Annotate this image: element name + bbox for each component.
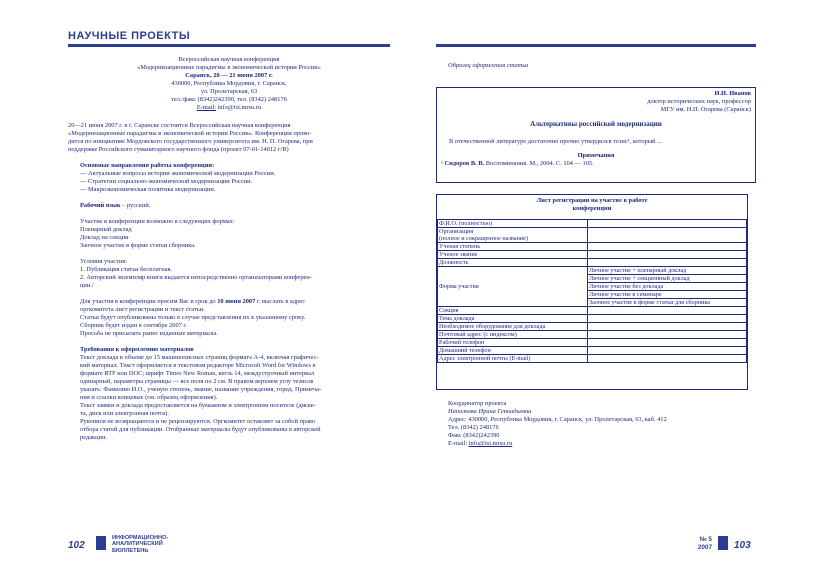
coordinator-address: Адрес: 430000, Республика Мордовия, г. Саранск, ул. Пролетарская, 63, каб. 412 <box>448 416 667 423</box>
footer-bar-right <box>718 536 728 550</box>
requirements-line: отбора статей для публикации. Отобранные материалы будут опубликованы в авторской <box>80 426 321 433</box>
reg-field-home-phone[interactable] <box>588 347 747 355</box>
conditions-item: 1. Публикация статьи бесплатная. <box>80 266 173 273</box>
directions-item: — Актуальные вопросы истории экономической модернизации России. <box>80 170 276 177</box>
reg-label-address: Почтовый адрес (с индексом) <box>438 331 588 339</box>
table-row <box>438 220 747 228</box>
table-row <box>438 259 747 267</box>
reg-field-work-phone[interactable] <box>588 339 747 347</box>
footer-issue-number: № 5 <box>699 536 712 543</box>
reg-label-equipment: Необходимое оборудование для доклада <box>438 323 588 331</box>
reg-label-section: Секция <box>438 307 588 315</box>
participation-item: Заочное участие в форме статьи сборника. <box>80 242 196 249</box>
footer-issue <box>690 536 712 552</box>
requirements-line: Рукописи не возвращаются и не рецензируются. Оргкомитет оставляет за собой право <box>80 418 316 425</box>
sample-body: В отечественной литературе достаточно прочно утвердился тезис¹, который ... <box>449 138 662 145</box>
intro-block <box>68 122 390 154</box>
language-line <box>68 202 390 210</box>
reg-label-position: Должность <box>438 259 588 267</box>
conference-line6: тел./факс (8342)242390, тел. (8342) 248176 <box>171 96 287 103</box>
table-row <box>438 339 747 347</box>
conditions-item: 2. Авторский экземпляр книги выдается непосредственно организаторами конферен- <box>80 274 312 281</box>
reg-option-3[interactable]: Личное участие без доклада <box>588 283 747 291</box>
footer-brand-line1: ИНФОРМАЦИОННО- <box>112 535 169 541</box>
header-rule-left <box>68 44 390 47</box>
reg-label-email: Адрес электронной почты (E-mail) <box>438 355 588 363</box>
participation-item: Доклад на секции <box>80 234 129 241</box>
reg-field-fio[interactable] <box>588 220 747 228</box>
deadline-line1 <box>80 298 390 306</box>
table-row <box>438 315 747 323</box>
directions-block <box>68 162 390 194</box>
table-row <box>438 323 747 331</box>
coordinator-email-link[interactable]: info@isi.mrsu.ru <box>468 440 513 447</box>
conference-block <box>68 56 390 112</box>
reg-label-rank: Ученое звание <box>438 251 588 259</box>
registration-table <box>437 219 747 363</box>
participation-item: Пленарный доклад <box>80 226 132 233</box>
table-row <box>438 355 747 363</box>
requirements-line: ния и ссылки концевые (см. образец оформления). <box>80 394 218 401</box>
sample-degree: доктор исторических наук, профессор <box>647 98 751 105</box>
intro-line: 20—21 июня 2007 г. в г. Саранске состоится Всероссийская научная конференция <box>68 122 291 129</box>
footer-brand-line2: АНАЛИТИЧЕСКИЙ <box>112 541 163 548</box>
table-row <box>438 331 747 339</box>
reg-field-degree[interactable] <box>588 243 747 251</box>
reg-option-1[interactable]: Личное участие + пленарный доклад <box>588 267 747 275</box>
reg-label-degree: Ученая степень <box>438 243 588 251</box>
coordinator-email-label: E-mail: <box>448 440 469 447</box>
conditions-item: ции./ <box>80 282 94 289</box>
table-row <box>438 307 747 315</box>
table-row <box>438 251 747 259</box>
requirements-line: та, диск или электронная почта). <box>80 410 169 417</box>
reg-field-rank[interactable] <box>588 251 747 259</box>
requirements-line: Текст заявки и доклада предоставляется на бумажном и электронном носителе (диске- <box>80 402 316 409</box>
table-row <box>438 267 747 275</box>
deadline-part2: г. выслать в адрес <box>255 298 306 305</box>
reg-field-org[interactable] <box>588 228 747 243</box>
conference-line2: «Модернизационные парадигмы в экономической истории России» <box>137 64 321 71</box>
deadline-part1: Для участия в конференции просим Вас в срок до <box>80 298 218 305</box>
left-page-number: 102 <box>68 540 85 551</box>
directions-title: Основные направления работы конференции: <box>80 162 215 169</box>
reg-option-5[interactable]: Заочное участие в форме статьи для сборника <box>588 299 747 307</box>
reg-label-org-sub: (полное и сокращенное название) <box>438 235 588 243</box>
conference-line4: 430000, Республика Мордовия, г. Саранск, <box>171 80 287 87</box>
reg-label-work-phone: Рабочий телефон <box>438 339 588 347</box>
header-rule-right <box>436 44 756 47</box>
right-page-number: 103 <box>734 540 751 551</box>
intro-line: «Модернизационные парадигмы в экономической истории России». Конференция прово- <box>68 130 312 137</box>
sample-author: И.И. Иванов <box>714 90 751 97</box>
coordinator-name: Напалкова Ирина Геннадьевна <box>448 408 532 415</box>
registration-title <box>437 195 747 219</box>
requirements-line: одинарный, параметры страницы — все поля по 2 см. В правом верхнем углу тезисов <box>80 378 314 385</box>
reg-field-section[interactable] <box>588 307 747 315</box>
reg-option-4[interactable]: Личное участие в семинаре <box>588 291 747 299</box>
requirements-line: редакции. <box>80 434 107 441</box>
requirements-line: Текст доклада в объеме до 15 машинописных страниц формата А-4, включая графичес- <box>80 354 319 361</box>
directions-item: — Макроэкономическая политика модернизации. <box>80 186 216 193</box>
reg-field-equipment[interactable] <box>588 323 747 331</box>
coordinator-tel: Тел. (8342) 248176 <box>448 424 499 431</box>
sample-note-num: ¹ <box>441 160 443 167</box>
reg-option-2[interactable]: Личное участие + секционный доклад <box>588 275 747 283</box>
reg-field-topic[interactable] <box>588 315 747 323</box>
registration-form <box>436 194 748 390</box>
requirements-line: кий материал. Текст оформляется в текстовом редакторе Microsoft Word for Windows в <box>80 362 316 369</box>
reg-field-email[interactable] <box>588 355 747 363</box>
registration-title-line1: Лист регистрации на участие в работе <box>536 197 648 204</box>
intro-line: дится по инициативе Мордовского государственного университета им. Н. П. Огарева, при <box>68 138 313 145</box>
reg-label-fio: Ф.И.О. (полностью) <box>438 220 588 228</box>
sample-title: Альтернативы российской модернизации <box>530 120 662 128</box>
table-row <box>438 243 747 251</box>
sample-org: МГУ им. Н.П. Огарева (Саранск) <box>660 106 751 113</box>
reg-field-position[interactable] <box>588 259 747 267</box>
conference-email-line <box>68 104 390 112</box>
requirements-line: указать: Фамилию И.О., ученую степень, звание, название учреждения, город. Примеча- <box>80 386 322 393</box>
registration-title-line2: конференции <box>572 205 612 212</box>
sample-note-rest: Воспоминания. М., 2004. С. 104 — 105. <box>484 160 594 167</box>
footer-brand <box>112 535 168 554</box>
footer-issue-year: 2007 <box>697 544 712 551</box>
coordinator-email-line <box>448 440 667 448</box>
reg-label-org: Организация <box>438 228 588 236</box>
deadline-line3: Статьи будут опубликованы только в случае представления их к указанному сроку. <box>80 314 306 321</box>
reg-label-form: Форма участия <box>438 267 588 307</box>
sample-notes-title: Примечания <box>577 152 615 159</box>
conference-line5: ул. Пролетарская, 63 <box>200 88 258 95</box>
footer-bar-left <box>96 536 106 550</box>
requirements-title: Требования к оформлению материалов <box>80 346 194 353</box>
reg-field-address[interactable] <box>588 331 747 339</box>
table-row <box>438 228 747 236</box>
directions-item: — Стратегии социально-экономической модернизации России. <box>80 178 253 185</box>
conference-line1: Всероссийская научная конференция <box>178 56 280 63</box>
conference-line3: Саранск, 20 — 21 июня 2007 г. <box>185 72 273 79</box>
conference-email-link[interactable]: info@isi.mrsu.ru <box>217 104 262 111</box>
deadline-block <box>68 298 390 338</box>
sample-caption: Образец оформления статьи <box>448 62 529 69</box>
deadline-date: 10 июня 2007 <box>217 298 256 305</box>
language-value: – русский. <box>120 202 151 209</box>
sample-note-author: Сидоров В. В. <box>444 160 485 167</box>
coordinator-block <box>448 400 667 448</box>
coordinator-fax: Факс (8342)242390 <box>448 432 500 439</box>
reg-label-home-phone: Домашний телефон <box>438 347 588 355</box>
table-row <box>438 347 747 355</box>
conference-email-label: E-mail: <box>196 104 217 111</box>
footer-brand-line3: БЮЛЛЕТЕНЬ <box>112 547 149 554</box>
deadline-line2: оргкомитета лист регистрации и текст статьи. <box>80 306 205 313</box>
sample-note <box>441 160 751 168</box>
deadline-line4: Сборник будет издан в сентябре 2007 г. <box>80 322 187 329</box>
deadline-line5: Просьба не присылать ранее изданные материалы. <box>80 330 218 337</box>
language-label: Рабочий язык <box>80 202 121 209</box>
left-column <box>68 56 390 442</box>
reg-label-topic: Тема доклада <box>438 315 588 323</box>
conditions-title: Условия участия: <box>80 258 127 265</box>
section-title: НАУЧНЫЕ ПРОЕКТЫ <box>68 30 191 42</box>
participation-block <box>68 218 390 250</box>
participation-title: Участие в конференции возможно в следующих формах: <box>80 218 235 225</box>
intro-line: поддержке Российского гуманитарного научного фонда (проект 07-01-14012 г/В) <box>68 146 289 153</box>
requirements-block <box>68 346 390 442</box>
requirements-line: формате RTF или DOC; шрифт Times New Roman, кегль 14, междустрочный интервал <box>80 370 315 377</box>
conditions-block <box>68 258 390 290</box>
coordinator-title: Координатор проекта <box>448 400 507 407</box>
sample-article-box <box>436 87 756 183</box>
